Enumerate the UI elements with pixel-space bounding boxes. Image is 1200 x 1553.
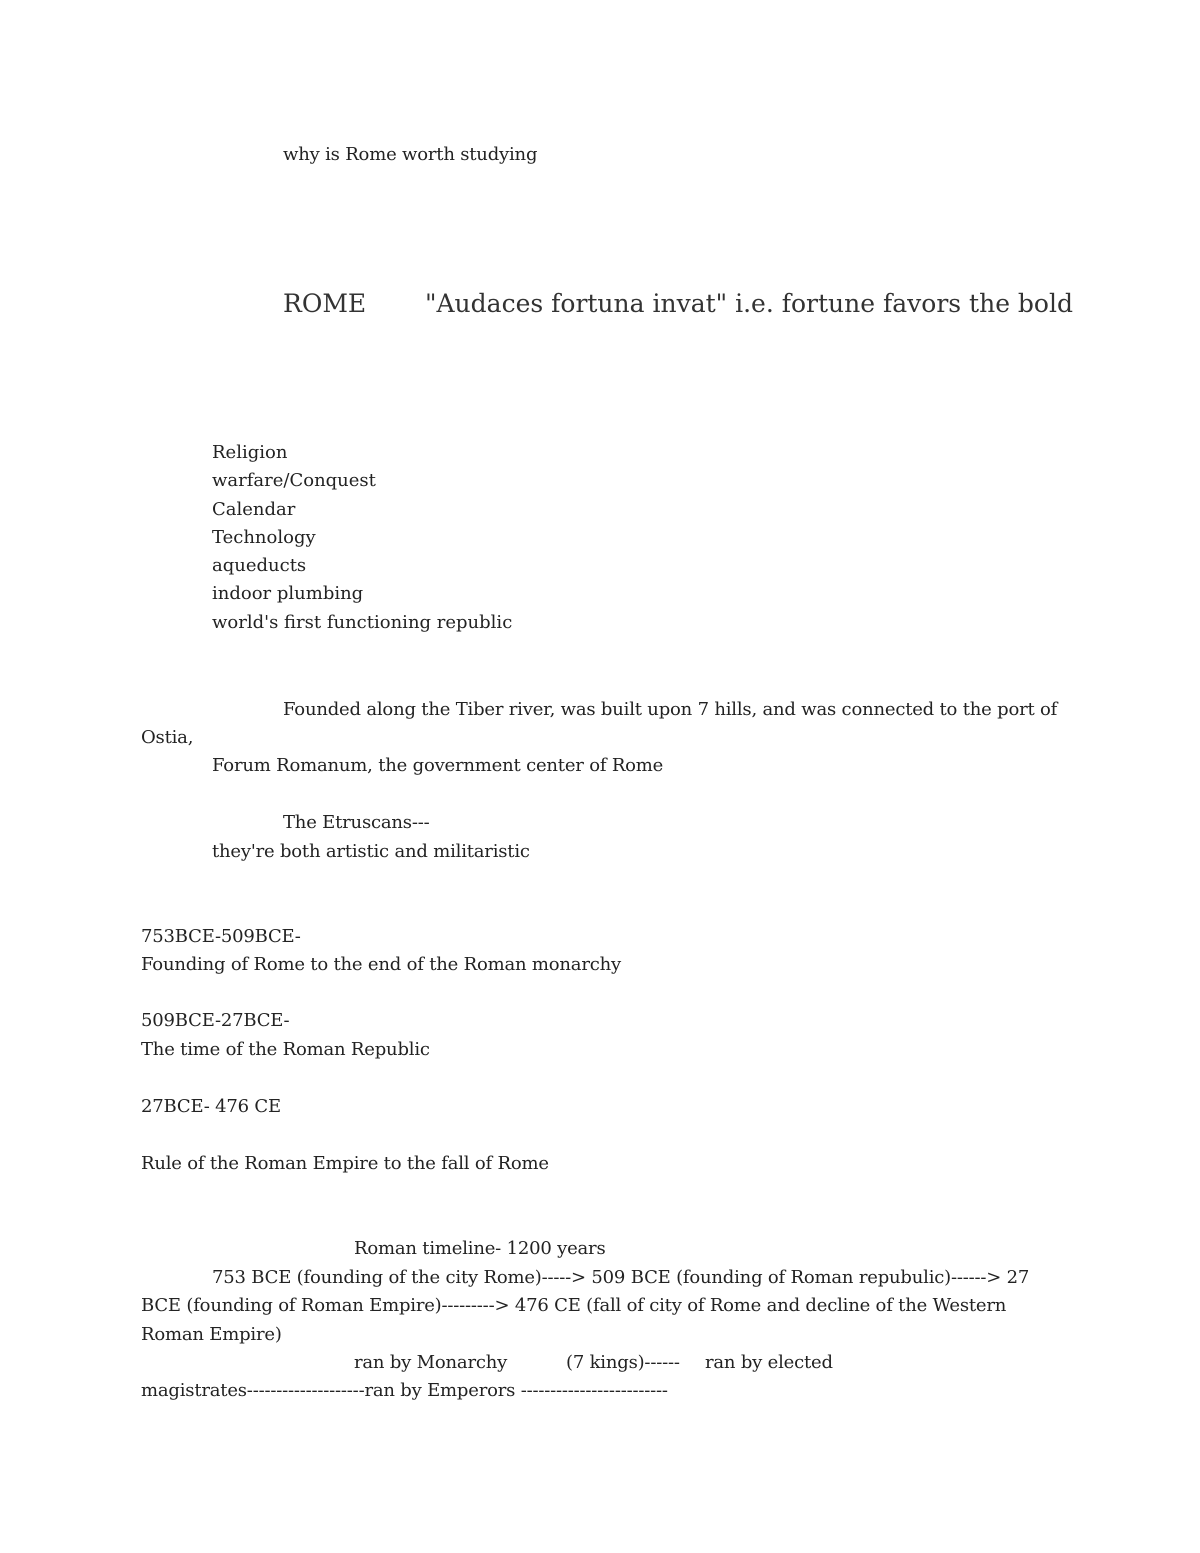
list-item: Religion xyxy=(212,442,288,463)
timeline-rule-elected: ran by elected xyxy=(705,1352,833,1373)
list-item: world's first functioning republic xyxy=(212,611,513,633)
list-item: indoor plumbing xyxy=(212,583,364,605)
list-item: aqueducts xyxy=(212,555,307,577)
timeline-line: magistrates--------------------ran by Emperors ------------------------- xyxy=(141,1380,668,1401)
geography-founded: Founded along the Tiber river, was built upon 7 hills, and was connected to the port of xyxy=(283,699,1058,720)
timeline-rule-kings: (7 kings)------ xyxy=(566,1352,680,1373)
etruscans-heading: The Etruscans--- xyxy=(283,812,430,833)
geography-forum: Forum Romanum, the government center of Rome xyxy=(212,755,664,776)
period-desc: Rule of the Roman Empire to the fall of Rome xyxy=(141,1153,549,1174)
timeline-line: BCE (founding of Roman Empire)---------> 476 CE (fall of city of Rome and decline of the Western xyxy=(141,1295,1007,1316)
period-dates: 509BCE-27BCE- xyxy=(141,1010,290,1031)
topics-list xyxy=(212,439,512,637)
title-rome: ROME xyxy=(283,289,367,318)
timeline-heading: Roman timeline- 1200 years xyxy=(354,1238,606,1259)
list-item: warfare/Conquest xyxy=(212,470,376,492)
subtitle: why is Rome worth studying xyxy=(283,144,538,165)
etruscans-desc: they're both artistic and militaristic xyxy=(212,841,530,862)
period-dates: 27BCE- 476 CE xyxy=(141,1096,281,1117)
list-item: Technology xyxy=(212,526,316,548)
timeline-rule-monarchy: ran by Monarchy xyxy=(354,1352,508,1373)
title-motto: "Audaces fortuna invat" i.e. fortune favors the bold xyxy=(425,289,1073,318)
timeline-line: Roman Empire) xyxy=(141,1324,282,1345)
timeline-line: 753 BCE (founding of the city Rome)-----> 509 BCE (founding of Roman repubulic)------> 27 xyxy=(212,1267,1030,1288)
list-item: Calendar xyxy=(212,498,296,520)
period-desc: The time of the Roman Republic xyxy=(141,1039,430,1060)
geography-founded-cont: Ostia, xyxy=(141,727,194,748)
period-dates: 753BCE-509BCE- xyxy=(141,926,301,947)
period-desc: Founding of Rome to the end of the Roman monarchy xyxy=(141,954,621,975)
